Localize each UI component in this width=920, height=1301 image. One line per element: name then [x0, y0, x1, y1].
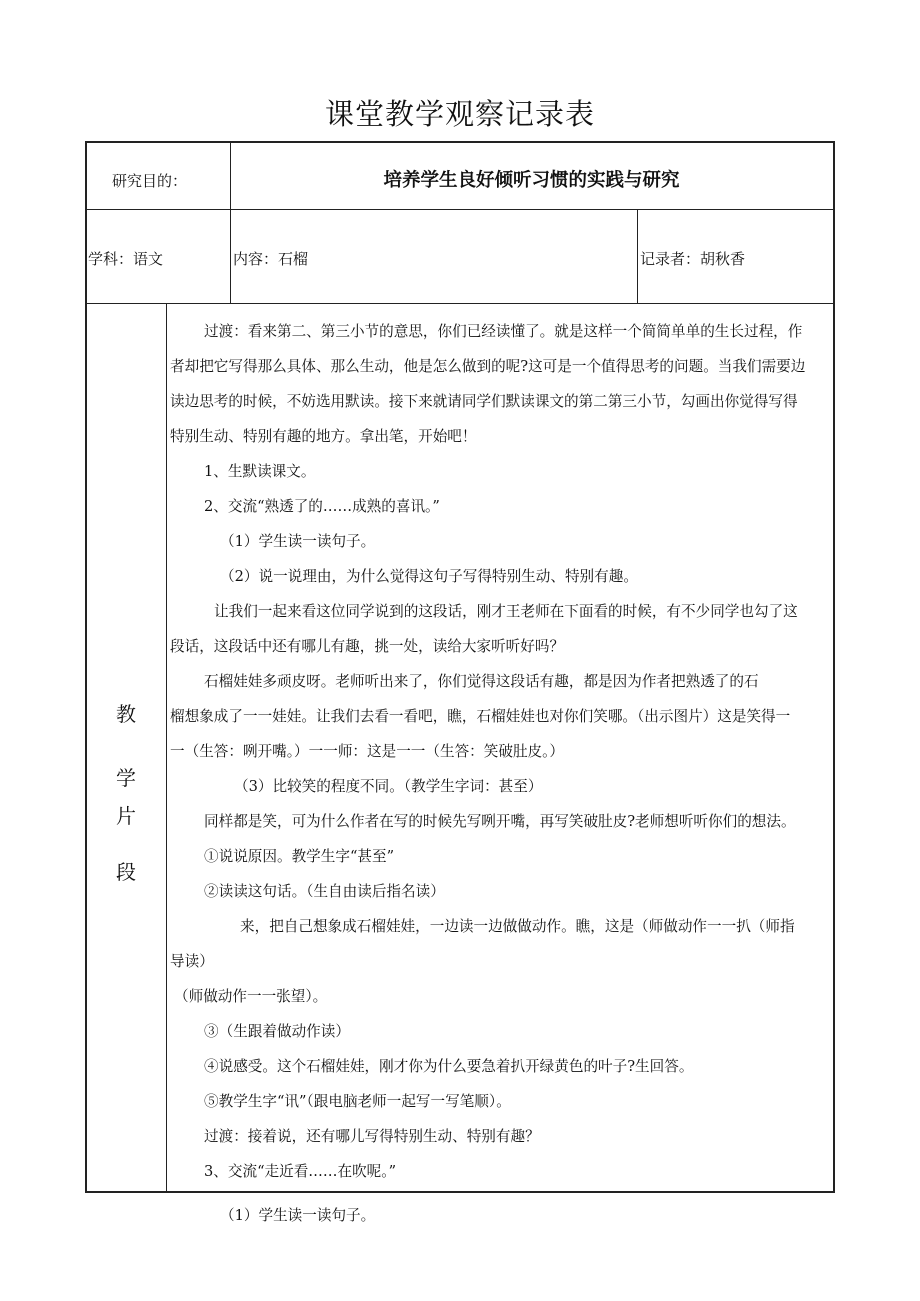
text-line: 榴想象成了一一娃娃。让我们去看一看吧，瞧，石榴娃娃也对你们笑哪。（出示图片）这是笑得一 — [170, 708, 791, 725]
subject-field: 学科：语文 — [88, 250, 164, 268]
text-line: 特别生动、特别有趣的地方。拿出笔，开始吧！ — [170, 428, 477, 445]
purpose-label: 研究目的： — [112, 172, 188, 190]
teaching-segment — [170, 314, 832, 1189]
text-line: 同样都是笑，可为什么作者在写的时候先写咧开嘴，再写笑破肚皮?老师想听听你们的想法。 — [204, 813, 796, 830]
text-line: 过渡：接着说，还有哪儿写得特别生动、特别有趣？ — [204, 1128, 540, 1145]
text-line: ⑤教学生字“讯”（跟电脑老师一起写一写笔顺）。 — [204, 1093, 511, 1110]
text-line: 段话，这段话中还有哪儿有趣，挑一处，读给大家听听好吗？ — [170, 638, 565, 655]
footer-text: （1）学生读一读句子。 — [220, 1207, 376, 1224]
text-line: ②读读这句话。（生自由读后指名读） — [204, 883, 445, 900]
text-line: ④说感受。这个石榴娃娃，刚才你为什么要急着扒开绿黄色的叶子?生回答。 — [204, 1058, 694, 1075]
table-border-top — [85, 141, 835, 143]
text-line: 读边思考的时候，不妨选用默读。接下来就请同学们默读课文的第二第三小节，勾画出你觉得写得 — [170, 393, 798, 410]
page-title: 课堂教学观察记录表 — [324, 97, 595, 131]
text-line: ③（生跟着做动作读） — [204, 1023, 350, 1040]
table-border-row1 — [85, 209, 835, 210]
text-line: ①说说原因。教学生字“甚至” — [204, 848, 395, 865]
text-line: 者却把它写得那么具体、那么生动，他是怎么做到的呢?这可是一个值得思考的问题。当我们需要边 — [170, 358, 806, 375]
table-border-left — [85, 141, 87, 1193]
text-line: 来，把自己想象成石榴娃娃，一边读一边做做动作。瞧，这是（师做动作一一扒（师指 — [240, 918, 795, 935]
text-line: （3）比较笑的程度不同。（教学生字词：甚至） — [234, 778, 543, 795]
table-border-right — [833, 141, 835, 1193]
text-line: 导读） — [170, 953, 214, 970]
content-field: 内容：石榴 — [233, 250, 309, 268]
text-line: 过渡：看来第二、第三小节的意思，你们已经读懂了。就是这样一个简简单单的生长过程，作 — [204, 323, 803, 340]
text-line: 1、生默读课文。 — [204, 463, 316, 480]
text-line: 石榴娃娃多顽皮呀。老师听出来了，你们觉得这段话有趣，都是因为作者把熟透了的石 — [204, 673, 759, 690]
text-line: 让我们一起来看这位同学说到的这段话，刚才王老师在下面看的时候，有不少同学也勾了这 — [214, 603, 798, 620]
text-line: 一（生答：咧开嘴。）一一师：这是一一（生答：笑破肚皮。） — [170, 743, 565, 760]
table-border-bottom — [85, 1191, 835, 1193]
text-line: 2、交流“熟透了的……成熟的喜讯。” — [204, 498, 440, 515]
text-line: （2）说一说理由，为什么觉得这句子写得特别生动、特别有趣。 — [220, 568, 638, 585]
section-label-char: 片 — [116, 804, 136, 828]
table-divider-side — [166, 303, 167, 1192]
text-line: （师做动作一一张望）。 — [174, 988, 328, 1005]
section-label-char: 学 — [116, 766, 136, 790]
text-line: 3、交流“走近看……在吹呢。” — [204, 1163, 397, 1180]
section-label-char: 段 — [116, 860, 136, 884]
recorder-field: 记录者：胡秋香 — [640, 250, 746, 268]
section-label-char: 教 — [116, 702, 136, 726]
purpose-value: 培养学生良好倾听习惯的实践与研究 — [383, 170, 680, 191]
table-divider-col2 — [637, 209, 638, 304]
text-line: （1）学生读一读句子。 — [220, 533, 376, 550]
table-border-row2 — [85, 303, 835, 304]
